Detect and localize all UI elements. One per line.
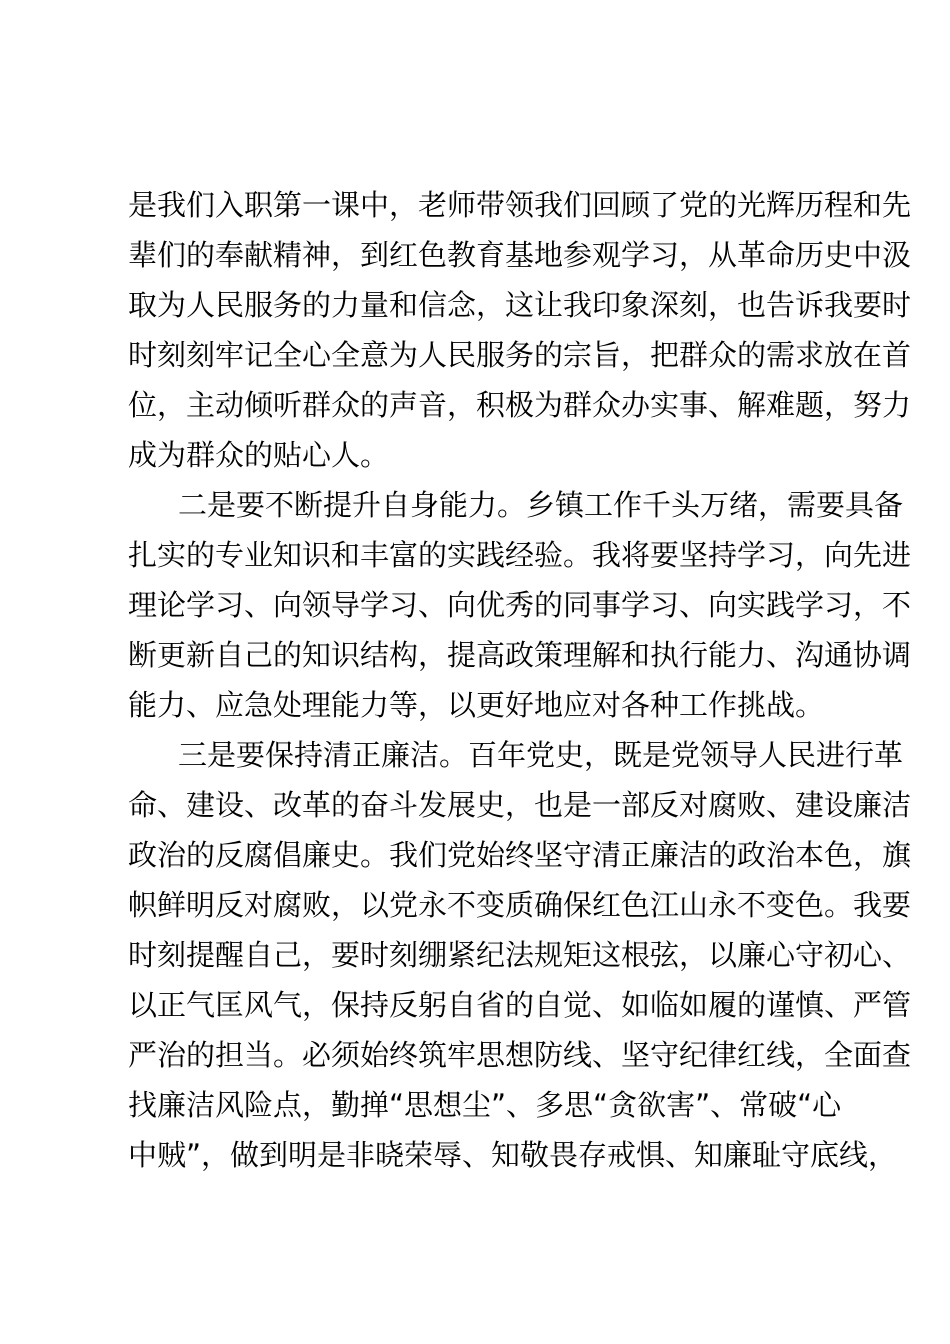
text-line: 命、建设、改革的奋斗发展史，也是一部反对腐败、建设廉洁 <box>128 788 912 822</box>
text-line: 扎实的专业知识和丰富的实践经验。我将要坚持学习，向先进 <box>128 538 912 572</box>
text-line: 辈们的奉献精神，到红色教育基地参观学习，从革命历史中汲 <box>128 238 912 272</box>
text-line: 能力、应急处理能力等，以更好地应对各种工作挑战。 <box>128 688 825 722</box>
text-line: 理论学习、向领导学习、向优秀的同事学习、向实践学习，不 <box>128 588 912 622</box>
document-body <box>128 180 912 1180</box>
text-line: 断更新自己的知识结构，提高政策理解和执行能力、沟通协调 <box>128 638 912 672</box>
text-line: 严治的担当。必须始终筑牢思想防线、坚守纪律红线，全面查 <box>128 1038 912 1072</box>
paragraph-first-line: 二是要不断提升自身能力。乡镇工作千头万绪，需要具备 <box>178 488 904 522</box>
text-line: 找廉洁风险点，勤掸“思想尘”、多思“贪欲害”、常破“心 <box>128 1088 842 1122</box>
text-line: 中贼”，做到明是非晓荣辱、知敬畏存戒惧、知廉耻守底线， <box>128 1138 898 1172</box>
paragraph-first-line: 三是要保持清正廉洁。百年党史，既是党领导人民进行革 <box>178 738 904 772</box>
text-line: 成为群众的贴心人。 <box>128 438 390 472</box>
text-line: 帜鲜明反对腐败，以党永不变质确保红色江山永不变色。我要 <box>128 888 912 922</box>
text-line: 政治的反腐倡廉史。我们党始终坚守清正廉洁的政治本色，旗 <box>128 838 912 872</box>
text-line: 时刻刻牢记全心全意为人民服务的宗旨，把群众的需求放在首 <box>128 338 912 372</box>
text-line: 是我们入职第一课中，老师带领我们回顾了党的光辉历程和先 <box>128 188 912 222</box>
text-line: 取为人民服务的力量和信念，这让我印象深刻，也告诉我要时 <box>128 288 912 322</box>
text-line: 时刻提醒自己，要时刻绷紧纪法规矩这根弦，以廉心守初心、 <box>128 938 912 972</box>
text-line: 位，主动倾听群众的声音，积极为群众办实事、解难题，努力 <box>128 388 912 422</box>
text-line: 以正气匡风气，保持反躬自省的自觉、如临如履的谨慎、严管 <box>128 988 912 1022</box>
